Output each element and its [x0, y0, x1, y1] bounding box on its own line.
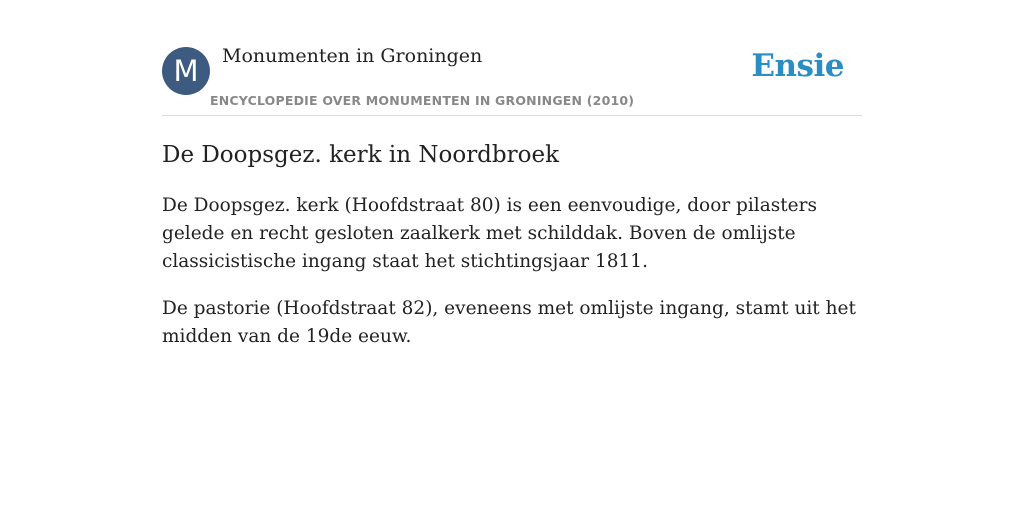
article-body [162, 192, 862, 351]
avatar[interactable]: M [162, 47, 210, 95]
article-paragraph: De pastorie (Hoofdstraat 82), eveneens met omlijste ingang, stamt uit het midden van de 19de eeuw. [162, 298, 856, 347]
article-paragraph: De Doopsgez. kerk (Hoofdstraat 80) is een eenvoudige, door pilasters gelede en recht gesloten zaalkerk met schilddak. Boven de omlijste classicistische ingang staat het stichtingsjaar 1811. [162, 195, 817, 272]
page [162, 0, 862, 370]
source-subtitle: ENCYCLOPEDIE OVER MONUMENTEN IN GRONINGEN (2010) [210, 93, 635, 108]
brand-logo-link[interactable]: Ensie [751, 48, 844, 84]
source-title-link[interactable]: Monumenten in Groningen [222, 45, 483, 67]
source-header [162, 0, 862, 116]
page-title: De Doopsgez. kerk in Noordbroek [162, 142, 560, 168]
